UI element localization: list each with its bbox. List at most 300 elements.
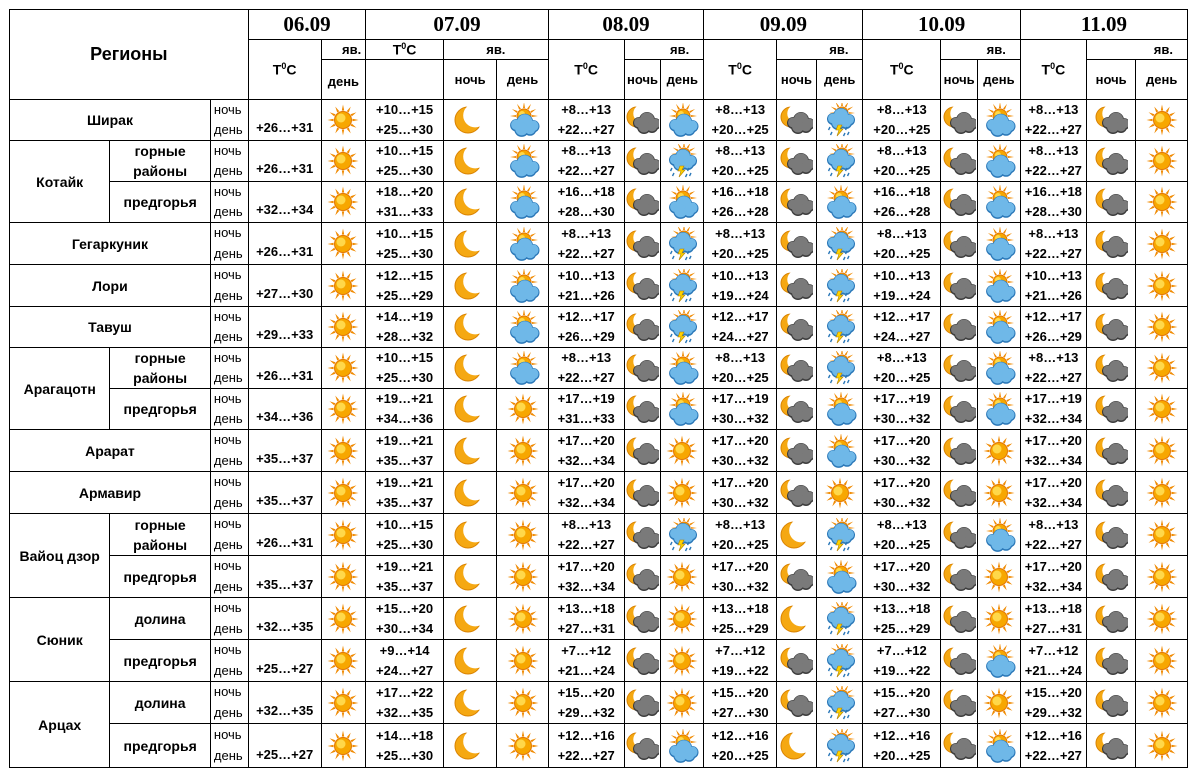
sun-icon <box>326 434 360 468</box>
temp-06-day: +35…+37 <box>248 430 321 472</box>
sun-icon <box>506 476 540 510</box>
temp-night: +8…+13 <box>715 350 766 365</box>
yav-header-06: яв. <box>321 40 366 60</box>
temp-night: +8…+13 <box>876 102 927 117</box>
sun-cloud-icon <box>665 103 699 137</box>
moon-icon <box>779 729 813 763</box>
temp-9-09 <box>704 472 777 514</box>
temp-night: +17…+20 <box>873 474 931 490</box>
region-name: Вайоц дзор <box>10 514 110 598</box>
icon-day <box>816 556 863 598</box>
icon-day <box>497 223 548 265</box>
moon-cloud-icon <box>1094 269 1128 303</box>
temp-day: +22…+27 <box>557 122 615 137</box>
sun-icon <box>1145 560 1179 594</box>
temp-06-day: +32…+35 <box>248 598 321 640</box>
icon-day <box>978 223 1021 265</box>
h5-t-unit: C <box>1055 61 1066 78</box>
moon-cloud-icon <box>942 686 976 720</box>
temp-night: +17…+19 <box>1024 391 1082 406</box>
sun-icon <box>1145 103 1179 137</box>
icon-day <box>816 223 863 265</box>
temp-night: +8…+13 <box>715 143 766 158</box>
subregion-name: горные районы <box>110 348 211 389</box>
icon-night <box>624 223 661 265</box>
h4-t: T <box>889 61 899 78</box>
h3-t-sup: 0 <box>736 61 742 72</box>
row-night <box>10 682 1188 703</box>
moon-icon <box>779 602 813 636</box>
temp-day: +22…+27 <box>557 370 615 385</box>
night-header-3: ночь <box>777 60 817 100</box>
temp-night: +17…+19 <box>557 391 615 406</box>
icon-night <box>624 640 661 682</box>
temp-9-09 <box>704 348 777 389</box>
night-header-4: ночь <box>941 60 978 100</box>
h4-t-sup: 0 <box>898 61 904 72</box>
sun-cloud-icon <box>982 227 1016 261</box>
temp-night: +13…+18 <box>1024 600 1082 616</box>
icon-day <box>816 348 863 389</box>
temp-day: +26…+28 <box>711 204 769 219</box>
icon-night <box>443 182 496 223</box>
moon-cloud-icon <box>1094 560 1128 594</box>
temp-night: +8…+13 <box>715 516 766 532</box>
temp-day: +30…+32 <box>711 452 769 468</box>
temp-day: +25…+30 <box>376 245 434 261</box>
sun-cloud-icon <box>665 185 699 219</box>
temp-day: +30…+32 <box>873 452 931 468</box>
moon-cloud-icon <box>942 227 976 261</box>
temp-night: +8…+13 <box>561 143 612 158</box>
temp-night: +17…+20 <box>557 432 615 448</box>
moon-cloud-icon <box>942 144 976 178</box>
moon-cloud-icon <box>625 392 659 426</box>
temp-7-09 <box>366 472 444 514</box>
sun-icon <box>326 602 360 636</box>
temp-day: +30…+32 <box>873 494 931 510</box>
moon-cloud-icon <box>942 434 976 468</box>
icon-day <box>497 472 548 514</box>
temp-day: +22…+27 <box>1024 370 1082 385</box>
moon-icon <box>453 269 487 303</box>
row-night <box>10 640 1188 661</box>
icon-night <box>443 682 496 724</box>
row-night <box>10 100 1188 121</box>
temp-night: +8…+13 <box>876 225 927 241</box>
icon-day <box>661 724 704 768</box>
temp-night: +13…+18 <box>557 600 615 616</box>
temp-8-09 <box>548 724 624 768</box>
icon-day <box>978 307 1021 348</box>
temp-day: +25…+30 <box>376 747 434 763</box>
sun-icon <box>506 392 540 426</box>
moon-cloud-icon <box>942 560 976 594</box>
temp-day: +32…+34 <box>557 452 615 468</box>
temp-night: +13…+18 <box>873 600 931 616</box>
icon-06-day <box>321 598 366 640</box>
region-name: Арарат <box>10 430 211 472</box>
temp-8-09 <box>548 640 624 682</box>
temp-night: +17…+20 <box>1024 474 1082 490</box>
moon-icon <box>453 476 487 510</box>
icon-night <box>941 265 978 307</box>
sun-icon <box>506 686 540 720</box>
temp-day: +24…+27 <box>711 329 769 344</box>
temp-day: +28…+30 <box>557 204 615 219</box>
temp-06-day: +26…+31 <box>248 223 321 265</box>
icon-night <box>941 182 978 223</box>
moon-cloud-icon <box>1094 351 1128 385</box>
icon-day <box>1136 556 1188 598</box>
icon-day <box>816 141 863 182</box>
temp-day: +21…+24 <box>1024 662 1082 678</box>
temp-night: +16…+18 <box>557 184 615 199</box>
icon-night <box>443 514 496 556</box>
icon-day <box>978 556 1021 598</box>
temp-night: +17…+20 <box>711 474 769 490</box>
icon-night <box>941 724 978 768</box>
icon-night <box>443 223 496 265</box>
icon-06-day <box>321 182 366 223</box>
row-night <box>10 472 1188 493</box>
sun-storm-icon <box>823 686 857 720</box>
temp-day: +30…+32 <box>711 578 769 594</box>
sun-icon <box>506 729 540 763</box>
temp-day: +21…+26 <box>557 287 615 303</box>
icon-night <box>624 348 661 389</box>
sun-icon <box>326 227 360 261</box>
temp-day: +30…+32 <box>711 494 769 510</box>
icon-night <box>1086 598 1136 640</box>
icon-night <box>1086 682 1136 724</box>
sun-icon <box>665 560 699 594</box>
temp-night: +19…+21 <box>376 391 434 406</box>
region-name: Арцах <box>10 682 110 768</box>
sun-cloud-icon <box>506 269 540 303</box>
h3-t: T <box>728 61 737 78</box>
sun-icon <box>1145 269 1179 303</box>
temp-night: +12…+17 <box>711 309 769 324</box>
temp-8-09 <box>548 265 624 307</box>
day-label: день <box>210 703 248 724</box>
day-label: день <box>210 535 248 556</box>
temp-night: +8…+13 <box>561 102 612 117</box>
row-night <box>10 182 1188 203</box>
temp-9-09 <box>704 514 777 556</box>
subregion-name: предгорья <box>110 724 211 768</box>
temp-day: +31…+33 <box>376 204 434 219</box>
icon-night <box>1086 182 1136 223</box>
icon-day <box>661 640 704 682</box>
temp-9-09 <box>704 141 777 182</box>
icon-night <box>1086 556 1136 598</box>
temp-night: +17…+19 <box>711 391 769 406</box>
subregion-name: предгорья <box>110 182 211 223</box>
day-label: день <box>210 493 248 514</box>
sun-icon <box>665 476 699 510</box>
sun-cloud-icon <box>982 144 1016 178</box>
sun-icon <box>665 686 699 720</box>
temp-06-day: +26…+31 <box>248 141 321 182</box>
icon-night <box>624 556 661 598</box>
sun-cloud-icon <box>982 269 1016 303</box>
temp-7-09 <box>366 348 444 389</box>
temp-7-09 <box>366 100 444 141</box>
icon-day <box>1136 307 1188 348</box>
moon-cloud-icon <box>625 269 659 303</box>
night-label: ночь <box>210 223 248 244</box>
moon-cloud-icon <box>779 560 813 594</box>
icon-night <box>624 182 661 223</box>
icon-night <box>941 223 978 265</box>
temp-night: +12…+15 <box>376 267 434 283</box>
row-night <box>10 724 1188 746</box>
icon-06-day <box>321 223 366 265</box>
sun-icon <box>506 602 540 636</box>
temp-day: +20…+25 <box>873 245 931 261</box>
sun-cloud-icon <box>982 392 1016 426</box>
temp-11-09 <box>1020 556 1086 598</box>
temp-night: +8…+13 <box>876 143 927 158</box>
temp-10-09 <box>863 100 941 141</box>
moon-cloud-icon <box>779 434 813 468</box>
temp-06-day: +32…+34 <box>248 182 321 223</box>
moon-cloud-icon <box>1094 729 1128 763</box>
temp-day: +19…+24 <box>873 287 931 303</box>
sun-icon <box>1145 185 1179 219</box>
moon-cloud-icon <box>1094 103 1128 137</box>
h2-t: T <box>574 61 583 78</box>
temp-06-day: +26…+31 <box>248 348 321 389</box>
sun-icon <box>1145 392 1179 426</box>
temp-9-09 <box>704 100 777 141</box>
sun-storm-icon <box>823 103 857 137</box>
region-name: Гегаркуник <box>10 223 211 265</box>
temp-11-09 <box>1020 472 1086 514</box>
temp-night: +9…+14 <box>379 642 430 658</box>
temp-day: +22…+27 <box>1024 747 1082 763</box>
icon-day <box>978 430 1021 472</box>
icon-night <box>941 307 978 348</box>
moon-cloud-icon <box>625 185 659 219</box>
icon-day <box>978 640 1021 682</box>
icon-night <box>777 682 817 724</box>
temp-day: +30…+32 <box>873 578 931 594</box>
temp-night: +10…+13 <box>1024 267 1082 283</box>
temp-night: +17…+20 <box>1024 432 1082 448</box>
night-label: ночь <box>210 141 248 162</box>
moon-cloud-icon <box>1094 434 1128 468</box>
region-name: Сюник <box>10 598 110 682</box>
temp-8-09 <box>548 430 624 472</box>
icon-night <box>941 100 978 141</box>
temp-10-09 <box>863 182 941 223</box>
icon-day <box>497 389 548 430</box>
temp-night: +10…+13 <box>557 267 615 283</box>
sun-icon <box>326 476 360 510</box>
temp-06-day: +25…+27 <box>248 640 321 682</box>
date-10-09: 10.09 <box>863 10 1020 40</box>
t-header-2 <box>548 40 624 100</box>
sun-cloud-icon <box>506 103 540 137</box>
temp-day: +30…+32 <box>873 411 931 426</box>
icon-day <box>978 100 1021 141</box>
icon-day <box>497 265 548 307</box>
temp-day: +30…+34 <box>376 620 434 636</box>
night-label: ночь <box>210 389 248 410</box>
icon-day <box>816 389 863 430</box>
moon-cloud-icon <box>1094 392 1128 426</box>
temp-10-09 <box>863 514 941 556</box>
temp-night: +8…+13 <box>1028 143 1079 158</box>
icon-06-day <box>321 307 366 348</box>
temp-10-09 <box>863 472 941 514</box>
temp-9-09 <box>704 682 777 724</box>
temp-night: +16…+18 <box>711 184 769 199</box>
temp-day: +27…+30 <box>873 704 931 720</box>
icon-night <box>443 472 496 514</box>
yav-header-5: яв. <box>1086 40 1187 60</box>
icon-day <box>978 182 1021 223</box>
temp-11-09 <box>1020 223 1086 265</box>
sun-storm-icon <box>665 269 699 303</box>
temp-day: +32…+34 <box>557 494 615 510</box>
h3-t-unit: C <box>741 61 752 78</box>
sun-cloud-icon <box>665 351 699 385</box>
moon-cloud-icon <box>625 144 659 178</box>
moon-icon <box>453 310 487 344</box>
day-header-3: день <box>816 60 863 100</box>
row-night <box>10 556 1188 577</box>
icon-night <box>443 100 496 141</box>
icon-night <box>443 598 496 640</box>
sun-cloud-icon <box>823 392 857 426</box>
sun-icon <box>1145 351 1179 385</box>
temp-night: +16…+18 <box>873 184 931 199</box>
temp-day: +26…+29 <box>1024 329 1082 344</box>
sun-icon <box>665 434 699 468</box>
h2-t-unit: C <box>587 61 598 78</box>
night-label: ночь <box>210 348 248 369</box>
temp-day: +25…+30 <box>376 122 434 137</box>
moon-icon <box>453 227 487 261</box>
temp-day: +22…+27 <box>557 163 615 178</box>
sun-cloud-icon <box>665 392 699 426</box>
sun-storm-icon <box>823 602 857 636</box>
region-name: Арагацотн <box>10 348 110 430</box>
moon-cloud-icon <box>1094 518 1128 552</box>
icon-night <box>941 348 978 389</box>
temp-8-09 <box>548 141 624 182</box>
day-header-07: день <box>497 60 548 100</box>
temp-7-09 <box>366 389 444 430</box>
night-label: ночь <box>210 307 248 328</box>
t-header-07-blank <box>366 60 444 100</box>
h2-t-sup: 0 <box>582 61 588 72</box>
temp-7-09 <box>366 182 444 223</box>
sun-cloud-icon <box>506 351 540 385</box>
icon-night <box>443 141 496 182</box>
icon-day <box>661 307 704 348</box>
moon-cloud-icon <box>1094 144 1128 178</box>
yav-header-4: яв. <box>941 40 1021 60</box>
moon-cloud-icon <box>625 351 659 385</box>
icon-day <box>1136 430 1188 472</box>
temp-10-09 <box>863 724 941 768</box>
date-06-09: 06.09 <box>248 10 366 40</box>
temp-7-09 <box>366 430 444 472</box>
icon-night <box>1086 514 1136 556</box>
temp-10-09 <box>863 389 941 430</box>
icon-night <box>941 598 978 640</box>
night-label: ночь <box>210 514 248 535</box>
sun-storm-icon <box>823 227 857 261</box>
temp-day: +25…+30 <box>376 163 434 178</box>
temp-10-09 <box>863 556 941 598</box>
temp-06-day: +29…+33 <box>248 307 321 348</box>
temp-day: +27…+31 <box>557 620 615 636</box>
icon-day <box>661 389 704 430</box>
temp-day: +20…+25 <box>711 370 769 385</box>
date-07-09: 07.09 <box>366 10 549 40</box>
icon-day <box>1136 223 1188 265</box>
sun-storm-icon <box>665 518 699 552</box>
sun-cloud-icon <box>506 310 540 344</box>
temp-10-09 <box>863 682 941 724</box>
temp-9-09 <box>704 389 777 430</box>
temp-night: +15…+20 <box>557 684 615 700</box>
moon-cloud-icon <box>625 227 659 261</box>
region-name: Ширак <box>10 100 211 141</box>
temp-day: +35…+37 <box>376 578 434 594</box>
moon-cloud-icon <box>942 103 976 137</box>
subregion-name: горные районы <box>110 514 211 556</box>
icon-night <box>941 682 978 724</box>
date-09-09: 09.09 <box>704 10 863 40</box>
t-header-3 <box>704 40 777 100</box>
temp-day: +20…+25 <box>873 747 931 763</box>
temp-night: +8…+13 <box>1028 225 1079 241</box>
icon-day <box>497 182 548 223</box>
icon-day <box>816 598 863 640</box>
temp-day: +20…+25 <box>711 122 769 137</box>
subregion-name: долина <box>110 682 211 724</box>
moon-icon <box>453 518 487 552</box>
temp-day: +24…+27 <box>376 662 434 678</box>
temp-11-09 <box>1020 389 1086 430</box>
temp-night: +15…+20 <box>711 684 769 700</box>
night-label: ночь <box>210 100 248 121</box>
h06-t: T <box>272 61 282 78</box>
temp-06-day: +32…+35 <box>248 682 321 724</box>
sun-storm-icon <box>665 144 699 178</box>
row-night <box>10 141 1188 162</box>
temp-day: +29…+32 <box>1024 704 1082 720</box>
temp-night: +15…+20 <box>376 600 434 616</box>
sun-storm-icon <box>823 644 857 678</box>
temp-11-09 <box>1020 724 1086 768</box>
temp-8-09 <box>548 472 624 514</box>
icon-night <box>777 182 817 223</box>
icon-day <box>497 348 548 389</box>
sun-icon <box>1145 476 1179 510</box>
temp-night: +17…+19 <box>873 391 931 406</box>
moon-icon <box>453 392 487 426</box>
moon-cloud-icon <box>942 476 976 510</box>
day-label: день <box>210 577 248 598</box>
night-label: ночь <box>210 265 248 286</box>
